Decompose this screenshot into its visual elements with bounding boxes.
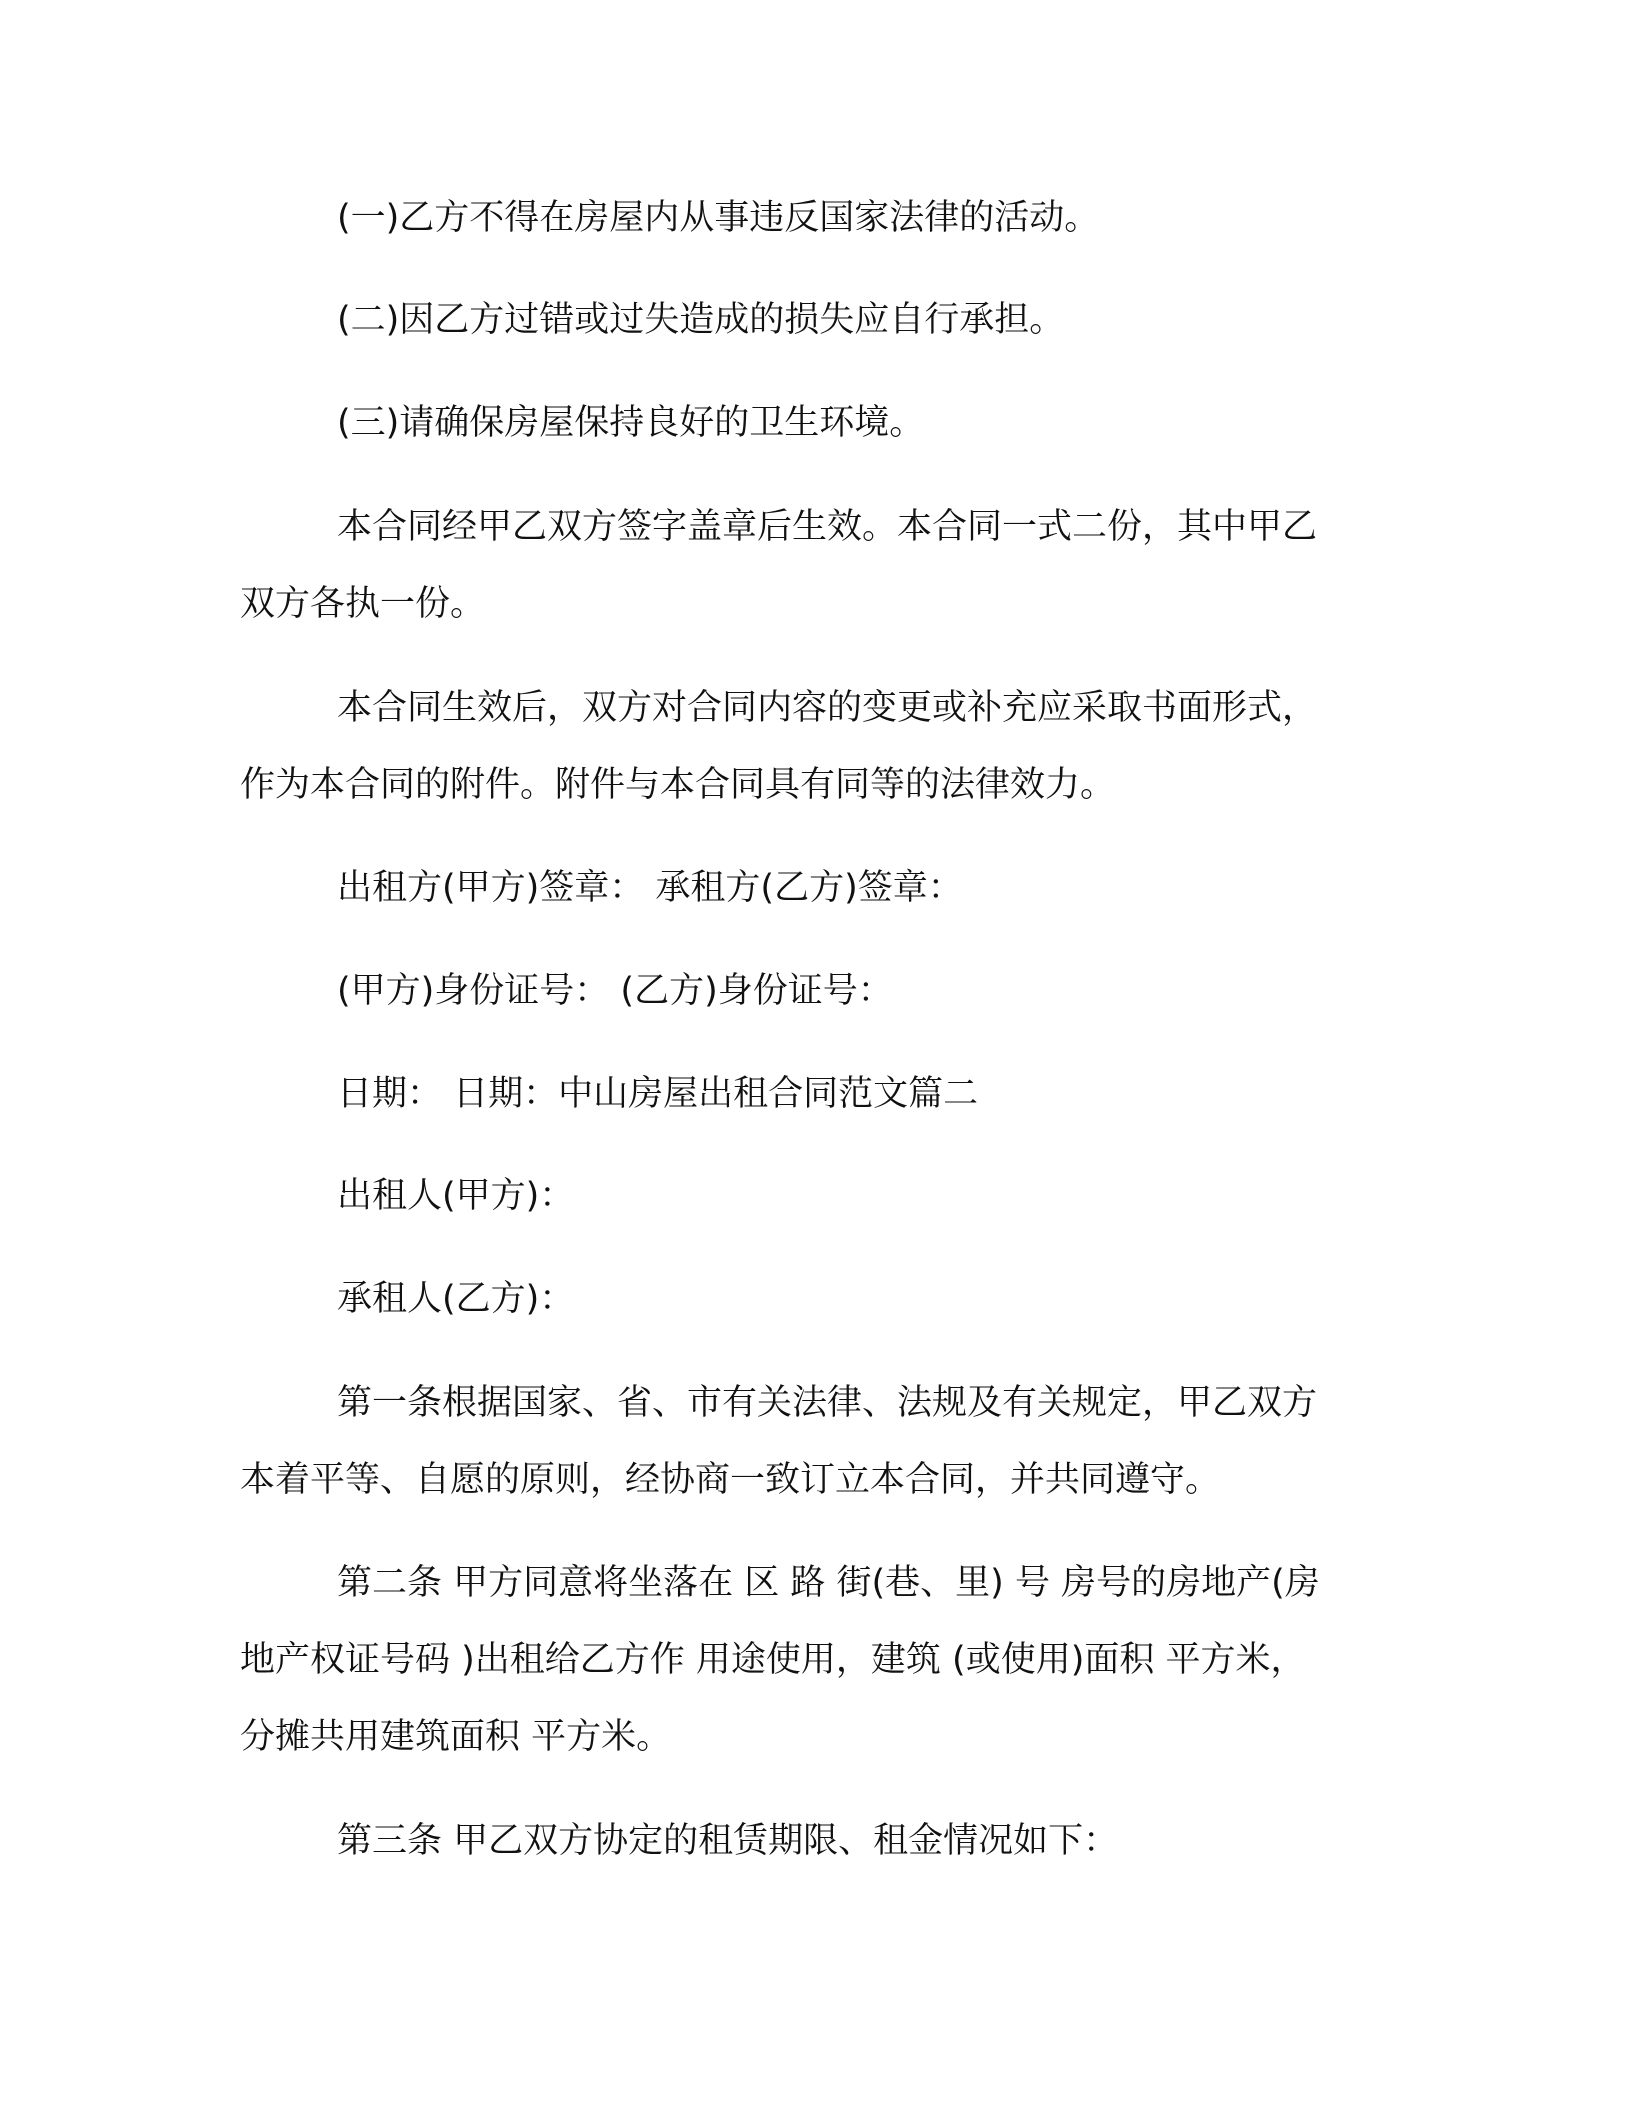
- clause-1: [240, 180, 1395, 257]
- signature-line-text: 出租方(甲方)签章： 承租方(乙方)签章：: [337, 868, 963, 908]
- effective-paragraph: [240, 489, 1395, 643]
- date-title-line-text: 日期： 日期：中山房屋出租合同范文篇二: [337, 1074, 979, 1114]
- article-1: [240, 1365, 1395, 1519]
- effective-paragraph-line-2: 双方各执一份。: [240, 584, 486, 624]
- article-1-line-2: 本着平等、自愿的原则，经协商一致订立本合同，并共同遵守。: [240, 1460, 1221, 1500]
- article-2: [240, 1545, 1395, 1776]
- article-1-line-1: 第一条根据国家、省、市有关法律、法规及有关规定，甲乙双方: [337, 1383, 1318, 1423]
- clause-2-line-1: (二)因乙方过错或过失造成的损失应自行承担。: [337, 300, 1065, 340]
- clause-3: [240, 385, 1395, 462]
- article-2-line-3: 分摊共用建筑面积 平方米。: [240, 1717, 672, 1757]
- lessee-line-text: 承租人(乙方)：: [337, 1279, 575, 1319]
- clause-1-line-1: (一)乙方不得在房屋内从事违反国家法律的活动。: [337, 198, 1100, 238]
- article-3: [240, 1803, 1395, 1880]
- lessor-line-text: 出租人(甲方)：: [337, 1176, 575, 1216]
- id-number-line: [240, 953, 1395, 1030]
- lessor-line: [240, 1158, 1395, 1235]
- clause-2: [240, 282, 1395, 359]
- amendment-paragraph-line-1: 本合同生效后，双方对合同内容的变更或补充应采取书面形式，: [337, 688, 1318, 728]
- date-title-line: [240, 1056, 1395, 1133]
- lessee-line: [240, 1261, 1395, 1338]
- article-2-line-2: 地产权证号码 )出租给乙方作 用途使用，建筑 (或使用)面积 平方米，: [240, 1640, 1306, 1680]
- amendment-paragraph: [240, 670, 1395, 824]
- amendment-paragraph-line-2: 作为本合同的附件。附件与本合同具有同等的法律效力。: [240, 765, 1116, 805]
- article-3-line-1: 第三条 甲乙双方协定的租赁期限、租金情况如下：: [337, 1821, 1119, 1861]
- id-number-line-text: (甲方)身份证号： (乙方)身份证号：: [337, 971, 893, 1011]
- effective-paragraph-line-1: 本合同经甲乙双方签字盖章后生效。本合同一式二份，其中甲乙: [337, 507, 1318, 547]
- clause-3-line-1: (三)请确保房屋保持良好的卫生环境。: [337, 403, 925, 443]
- signature-line: [240, 850, 1395, 927]
- article-2-line-1: 第二条 甲方同意将坐落在 区 路 街(巷、里) 号 房号的房地产(房: [337, 1563, 1320, 1603]
